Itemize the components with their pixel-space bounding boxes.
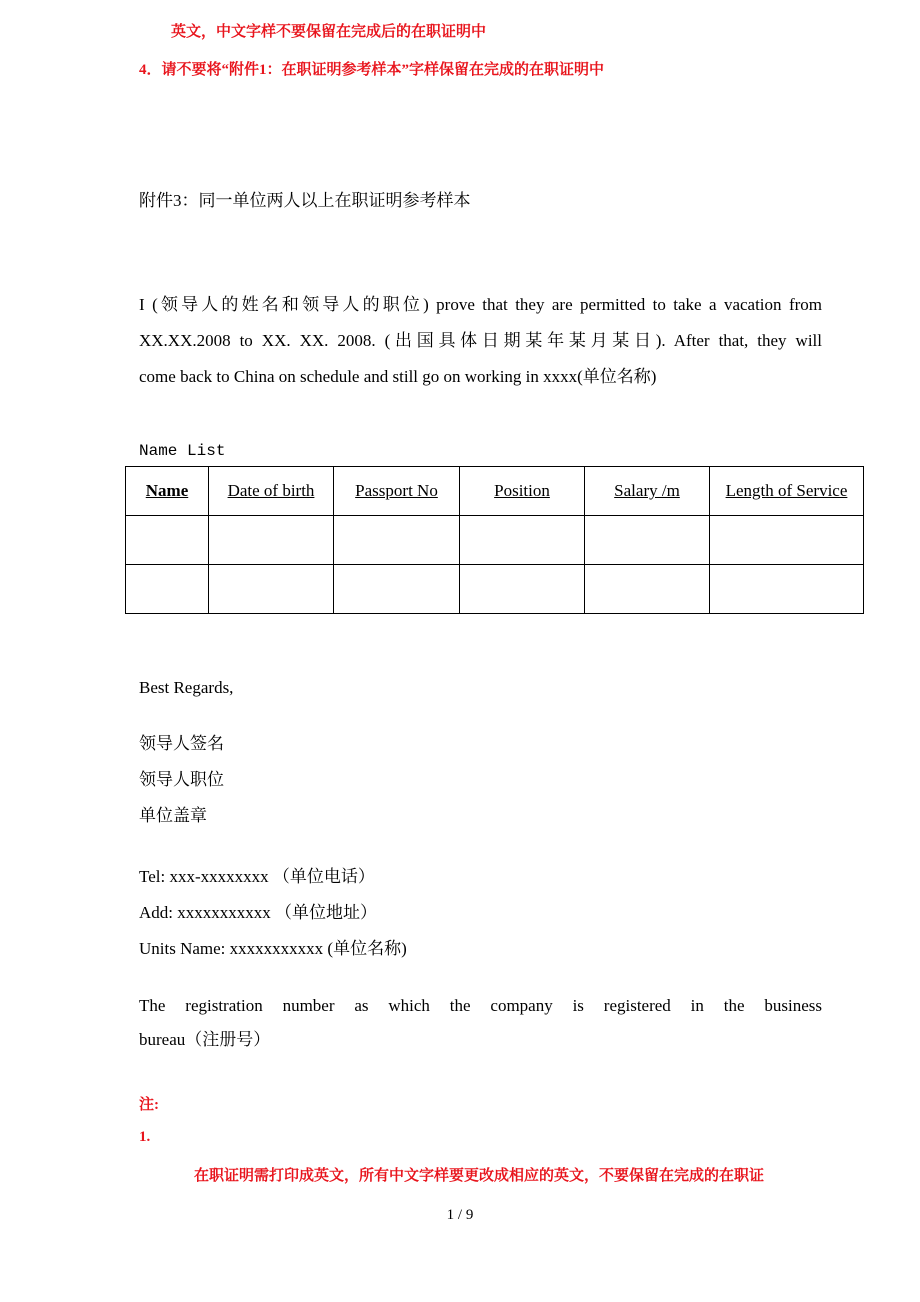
column-header-length-of-service: Length of Service <box>710 467 864 516</box>
table-row <box>126 516 864 565</box>
registration-line-1: The registration number as which the company is registered in the business <box>139 996 822 1015</box>
column-header-date-of-birth: Date of birth <box>209 467 334 516</box>
registration-line-2: bureau（注册号） <box>139 1030 271 1049</box>
note-text: 在职证明需打印成英文，所有中文字样要更改成相应的英文，不要保留在完成的在职证 <box>194 1168 765 1184</box>
leader-signature: 领导人签名 <box>139 734 224 753</box>
note-number: 1. <box>139 1129 151 1145</box>
leader-position: 领导人职位 <box>139 770 224 789</box>
contact-tel: Tel: xxx-xxxxxxxx （单位电话） <box>139 867 375 886</box>
contact-address: Add: xxxxxxxxxxx （单位地址） <box>139 903 377 922</box>
column-header-salary: Salary /m <box>585 467 710 516</box>
note-label: 注: <box>139 1097 159 1113</box>
table-cell <box>460 516 585 565</box>
table-cell <box>585 565 710 614</box>
intro-line-2: XX.XX.2008 to XX. XX. 2008. (出国具体日期某年某月某日). After that, they will <box>139 331 822 350</box>
table-cell <box>334 565 460 614</box>
table-cell <box>710 565 864 614</box>
header-note-2: 4．请不要将“附件1：在职证明参考样本”字样保留在完成的在职证明中 <box>139 62 605 78</box>
unit-seal: 单位盖章 <box>139 806 207 825</box>
table-cell <box>209 516 334 565</box>
column-header-position: Position <box>460 467 585 516</box>
closing: Best Regards, <box>139 678 234 697</box>
column-header-passport-no: Passport No <box>334 467 460 516</box>
column-header-name: Name <box>126 467 209 516</box>
table-cell <box>126 565 209 614</box>
table-header-row <box>126 467 864 516</box>
attachment-title: 附件3：同一单位两人以上在职证明参考样本 <box>139 191 471 210</box>
table-cell <box>334 516 460 565</box>
page-number: 1 / 9 <box>446 1207 474 1223</box>
table-cell <box>126 516 209 565</box>
table-cell <box>710 516 864 565</box>
contact-units-name: Units Name: xxxxxxxxxxx (单位名称) <box>139 939 407 958</box>
intro-line-3: come back to China on schedule and still go on working in xxxx(单位名称) <box>139 367 657 386</box>
table-cell <box>460 565 585 614</box>
name-list-table <box>125 466 864 614</box>
name-list-label: Name List <box>139 442 226 460</box>
header-note-1: 英文，中文字样不要保留在完成后的在职证明中 <box>171 24 487 40</box>
table-row <box>126 565 864 614</box>
intro-line-1: I (领导人的姓名和领导人的职位) prove that they are permitted to take a vacation from <box>139 295 822 314</box>
table-cell <box>585 516 710 565</box>
table-cell <box>209 565 334 614</box>
